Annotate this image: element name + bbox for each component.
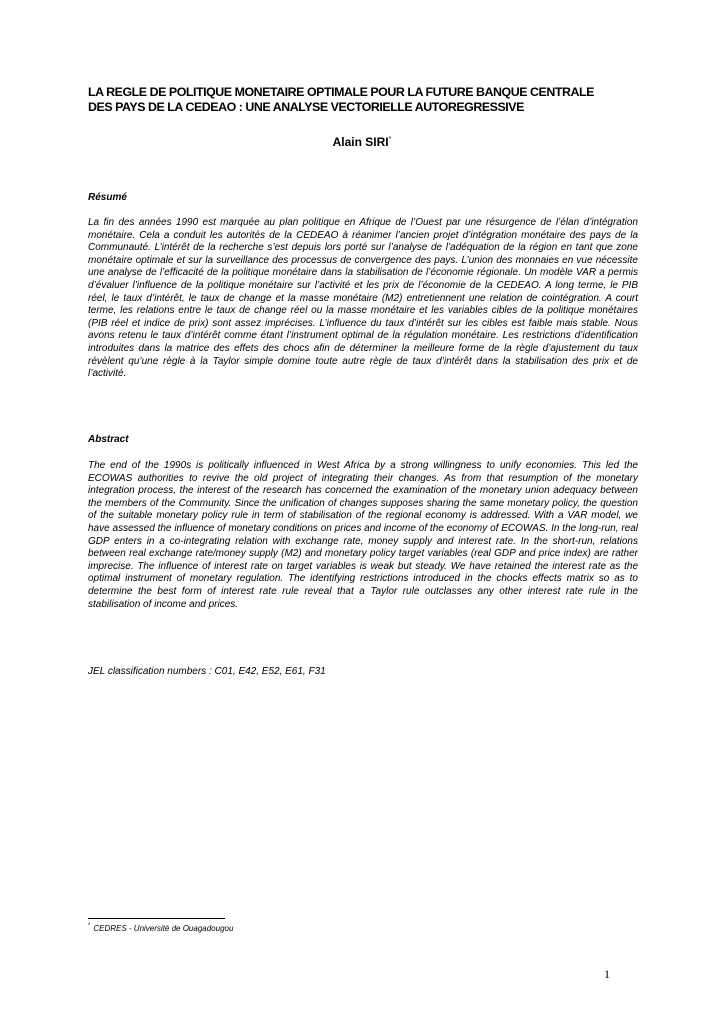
abstract-heading: Abstract bbox=[88, 434, 129, 445]
abstract-text: The end of the 1990s is politically influenced in West Africa by a strong willingness to unify economies. This led the ECOWAS authorities to revive the old project of integrating their changes. As from that resumption of the monetary integration process, the interest of the research has concerned the examination of the monetary union adequacy between the members of the Community. Since the unification of changes supposes sharing the same monetary policy, the question of the suitable monetary policy rule in term of stabilisation of the regional economy is addressed. With a VAR model, we have assessed the influence of monetary conditions on prices and income of the economy of ECOWAS. In the long-run, real GDP enters in a co-integrating relation with exchange rate, money supply and interest rate. In the short-run, relations between real exchange rate/money supply (M2) and monetary policy target variables (real GDP and price index) are rather imprecise. The influence of interest rate on target variables is weak but steady. We have retained the interest rate as the optimal instrument of monetary regulation. The identifying restrictions introduced in the chocks effects matrix so as to determine the best form of interest rate rule reveal that a Taylor rule outclasses any other interest rate rule in the stabilisation of income and prices. bbox=[88, 460, 638, 610]
footnote-mark: * bbox=[88, 923, 91, 930]
author-footnote-mark: * bbox=[388, 136, 392, 143]
author-name: Alain SIRI bbox=[332, 135, 389, 149]
paper-title-line-1: LA REGLE DE POLITIQUE MONETAIRE OPTIMALE POUR LA FUTURE BANQUE CENTRALE bbox=[88, 85, 594, 99]
page-number: 1 bbox=[604, 967, 610, 981]
paper-title bbox=[88, 85, 648, 115]
resume-text: La fin des années 1990 est marquée au plan politique en Afrique de l’Ouest par une résurgence de l’élan d’intégration monétaire. Cela a conduit les autorités de la CEDEAO à réanimer l’ancien projet d’intégration monétaire des pays de la Communauté. L’intérêt de la recherche s’est depuis lors porté sur l’analyse de l’adéquation de la région en tant que zone monétaire optimale et sur la surveillance des processus de convergence des pays. L’union des monnaies en vue nécessite une analyse de l’efficacité de la politique monétaire dans la stabilisation de l’économie régionale. Un modèle VAR a permis d’évaluer l’influence de la politique monétaire sur l’activité et les prix de l’économie de la CEDEAO. A long terme, le PIB réel, le taux d’intérêt, le taux de change et la masse monétaire (M2) entretiennent une relation de cointégration. A court terme, les relations entre le taux de change réel ou la masse monétaire et les variables cibles de la politique monétaires (PIB réel et indice de prix) sont assez imprécises. L’influence du taux d’intérêt sur les cibles est faible mais stable. Nous avons retenu le taux d’intérêt comme étant l’instrument optimal de la régulation monétaire. Les restrictions d’identification introduites dans la matrice des effets des chocs afin de déterminer la meilleure forme de la règle d’ajustement du taux révèlent qu’une règle à la Taylor simple domine toute autre règle de taux d’intérêt dans la stabilisation des prix et de l’activité. bbox=[88, 217, 638, 380]
footnote bbox=[88, 923, 233, 934]
author bbox=[0, 135, 724, 150]
resume-heading: Résumé bbox=[88, 192, 127, 203]
paper-title-line-2: DES PAYS DE LA CEDEAO : UNE ANALYSE VECTORIELLE AUTOREGRESSIVE bbox=[88, 100, 524, 114]
jel-classification: JEL classification numbers : C01, E42, E52, E61, F31 bbox=[88, 666, 326, 677]
footnote-text: CEDRES - Université de Ouagadougou bbox=[93, 924, 234, 933]
footnote-divider bbox=[88, 918, 225, 919]
